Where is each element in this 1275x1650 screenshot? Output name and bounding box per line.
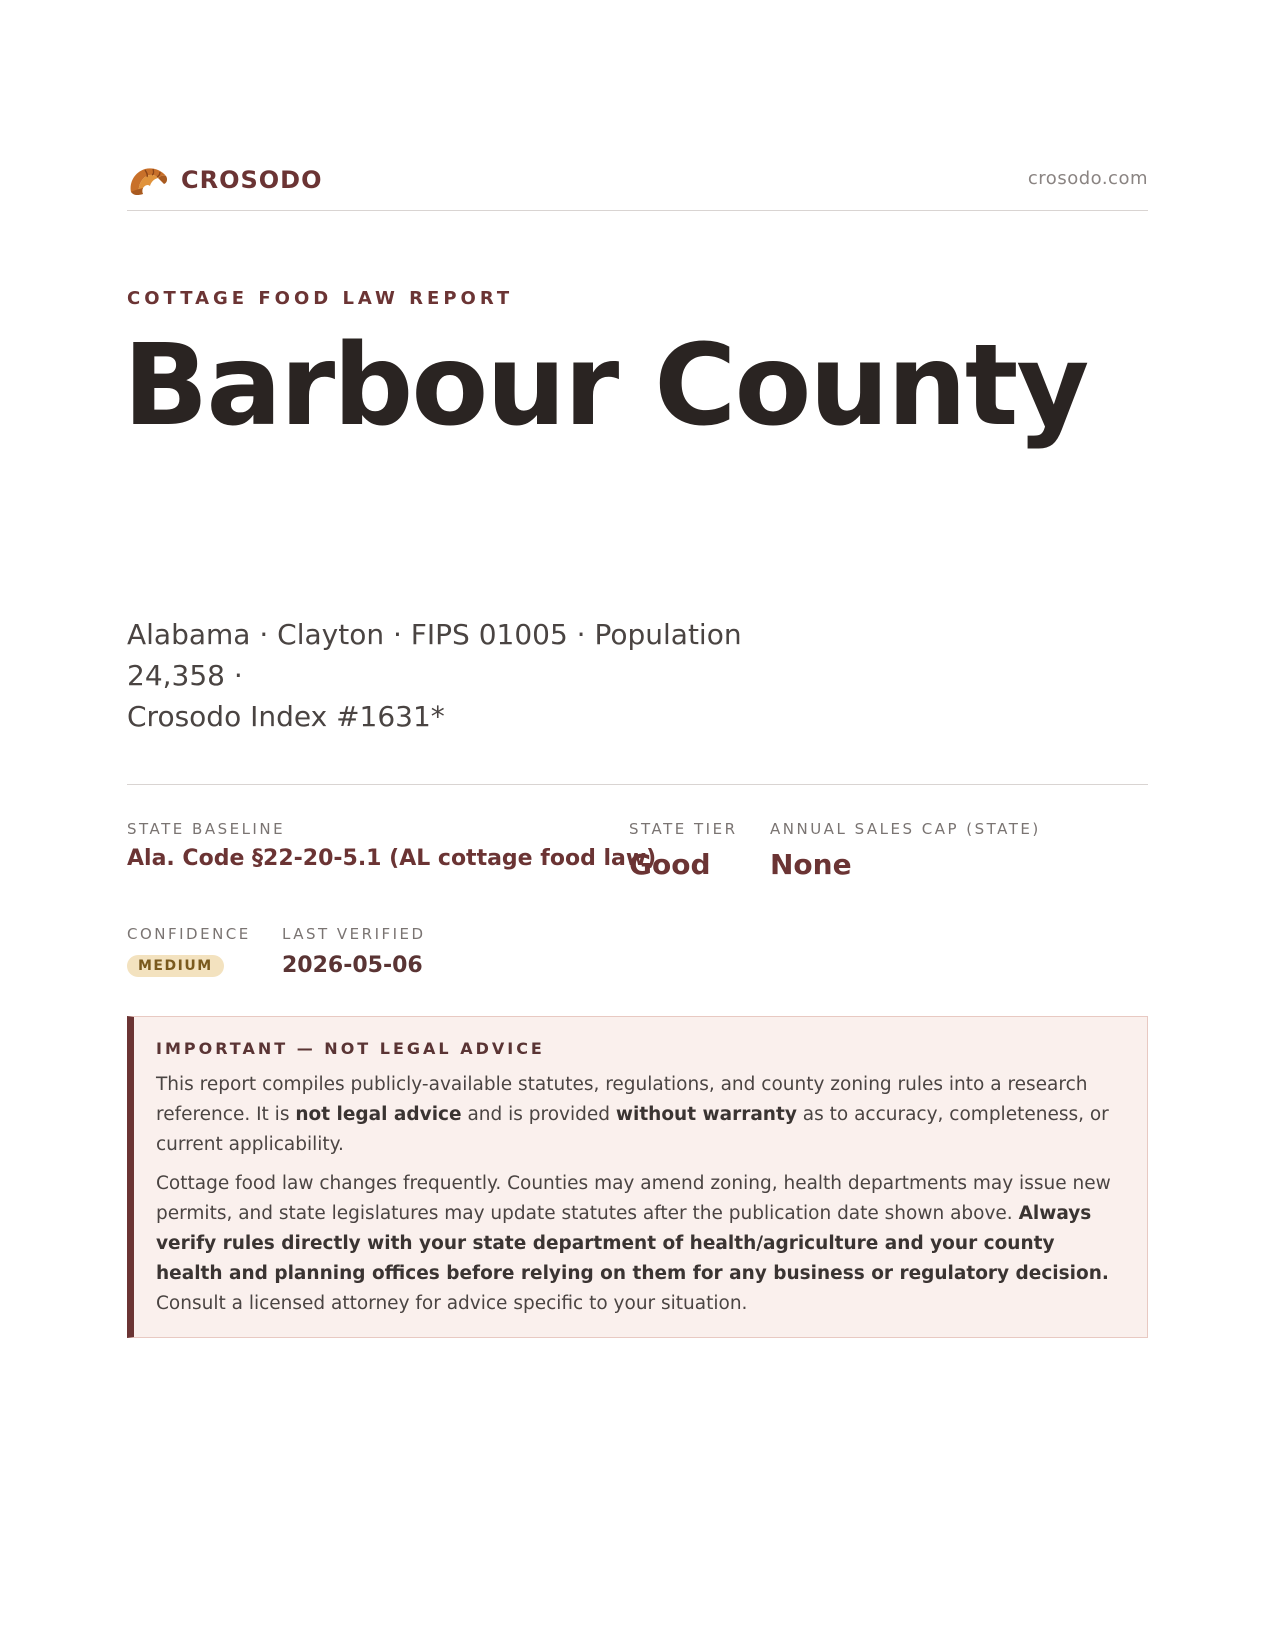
notice-paragraph-1 [156, 1070, 1119, 1160]
state-tier-field [629, 820, 738, 881]
section-divider [127, 784, 1148, 785]
page-header [127, 158, 1148, 211]
notice-p2-text-a: Cottage food law changes frequently. Counties may amend zoning, health departments may issue new permits, and state legislatures may update statutes after the publication date shown above. [156, 1173, 1111, 1224]
county-summary-line-1: Alabama · Clayton · FIPS 01005 · Population 24,358 · [127, 618, 742, 692]
report-eyebrow: COTTAGE FOOD LAW REPORT [127, 288, 514, 309]
last-verified-value: 2026-05-06 [282, 953, 423, 978]
annual-sales-cap-value: None [770, 848, 852, 881]
confidence-label: CONFIDENCE [127, 925, 251, 943]
county-summary [127, 614, 847, 737]
county-summary-line-2: Crosodo Index #1631* [127, 700, 445, 733]
croissant-icon [127, 162, 169, 198]
page-title: Barbour County [123, 321, 1088, 451]
notice-paragraph-2 [156, 1169, 1119, 1319]
notice-p2-text-c: Consult a licensed attorney for advice specific to your situation. [156, 1293, 748, 1314]
legal-disclaimer-notice [127, 1016, 1148, 1338]
confidence-badge: MEDIUM [127, 955, 224, 977]
notice-p1-text-e: as to accuracy, completeness, or current applicability. [156, 1104, 1109, 1155]
notice-p1-emphasis-without-warranty: without warranty [615, 1104, 797, 1125]
notice-p1-emphasis-not-legal-advice: not legal advice [295, 1104, 462, 1125]
state-baseline-value: Ala. Code §22-20-5.1 (AL cottage food law) [127, 846, 657, 871]
annual-sales-cap-label: ANNUAL SALES CAP (STATE) [770, 820, 1041, 838]
last-verified-label: LAST VERIFIED [282, 925, 426, 943]
site-url-link[interactable]: crosodo.com [1027, 168, 1148, 189]
state-baseline-field [127, 820, 656, 871]
state-baseline-label: STATE BASELINE [127, 820, 286, 838]
brand[interactable] [127, 162, 323, 198]
confidence-field [127, 925, 251, 977]
notice-p2-emphasis-verify: Always verify rules directly with your state department of health/agriculture and your county health and planning offices before relying on them for any business or regulatory decision. [156, 1203, 1109, 1284]
state-tier-label: STATE TIER [629, 820, 738, 838]
notice-p1-text-c: and is provided [461, 1104, 616, 1125]
notice-p1-text-a: This report compiles publicly-available statutes, regulations, and county zoning rules into a research reference. It is [156, 1074, 1088, 1125]
brand-name: CROSODO [181, 166, 323, 194]
state-tier-value: Good [629, 848, 711, 881]
annual-sales-cap-field [770, 820, 1041, 881]
last-verified-field [282, 925, 426, 978]
notice-title: IMPORTANT — NOT LEGAL ADVICE [156, 1039, 545, 1058]
